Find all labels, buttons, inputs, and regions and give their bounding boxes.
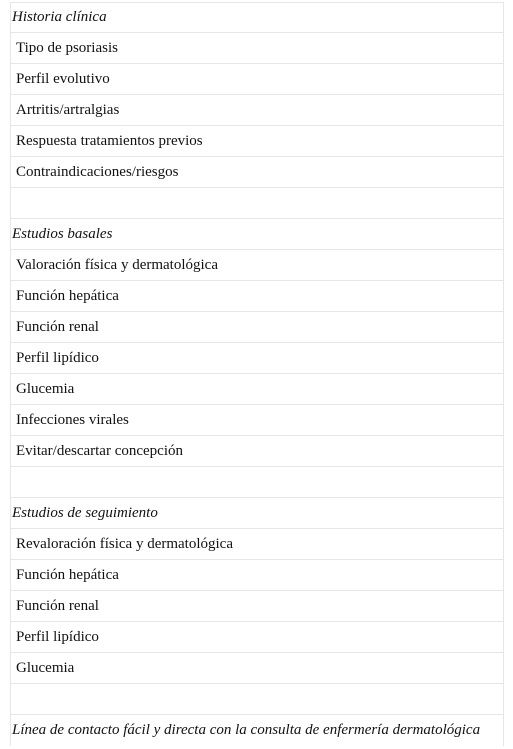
table-row: Función hepática bbox=[11, 560, 503, 591]
table-row: Función renal bbox=[11, 312, 503, 343]
table-row: Función hepática bbox=[11, 281, 503, 312]
table-row: Perfil evolutivo bbox=[11, 64, 503, 95]
table-row: Respuesta tratamientos previos bbox=[11, 126, 503, 157]
table-row: Revaloración física y dermatológica bbox=[11, 529, 503, 560]
table-row: Función renal bbox=[11, 591, 503, 622]
table-row: Infecciones virales bbox=[11, 405, 503, 436]
table-row: Glucemia bbox=[11, 374, 503, 405]
table-row: Perfil lipídico bbox=[11, 622, 503, 653]
section-header-seguimiento: Estudios de seguimiento bbox=[11, 498, 503, 529]
table-row: Evitar/descartar concepción bbox=[11, 436, 503, 467]
blank-row bbox=[11, 684, 503, 715]
blank-row bbox=[11, 467, 503, 498]
table-row: Contraindicaciones/riesgos bbox=[11, 157, 503, 188]
table-row: Tipo de psoriasis bbox=[11, 33, 503, 64]
section-header-basales: Estudios basales bbox=[11, 219, 503, 250]
section-header-contacto: Línea de contacto fácil y directa con la consulta de enfermería dermatológica bbox=[12, 722, 481, 738]
table-row: Valoración física y dermatológica bbox=[11, 250, 503, 281]
table-row: Perfil lipídico bbox=[11, 343, 503, 374]
table-row: Glucemia bbox=[11, 653, 503, 684]
checklist-table bbox=[10, 2, 504, 746]
section-header-historia: Historia clínica bbox=[11, 3, 503, 33]
blank-row bbox=[11, 188, 503, 219]
table-row: Artritis/artralgias bbox=[11, 95, 503, 126]
